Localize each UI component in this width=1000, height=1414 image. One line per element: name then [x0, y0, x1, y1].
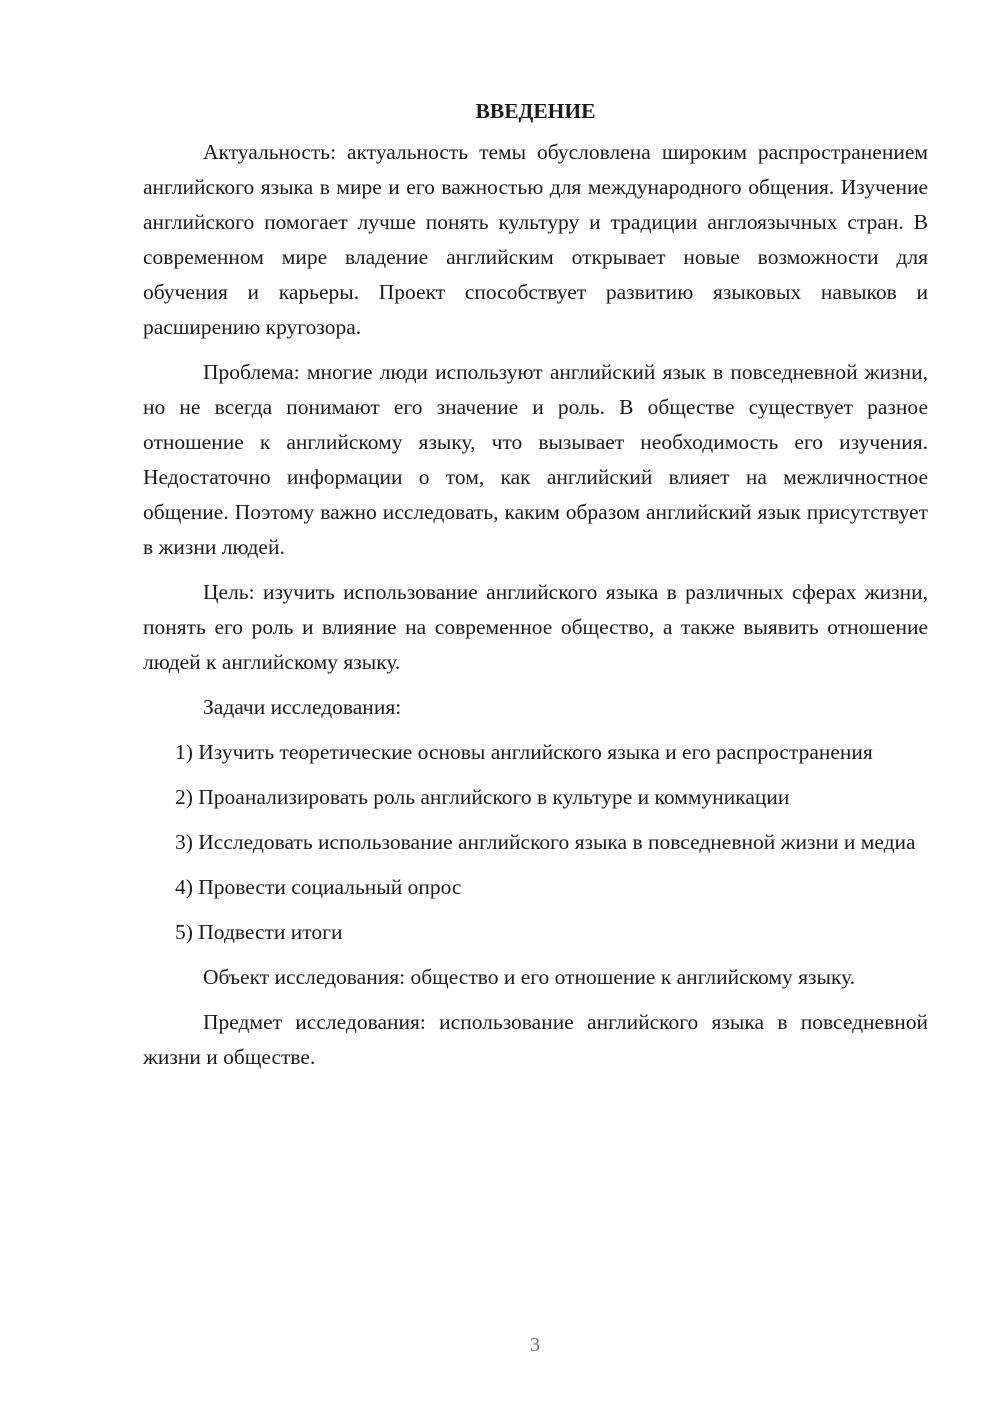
paragraph-object: Объект исследования: общество и его отношение к английскому языку.	[203, 965, 856, 989]
task-item-5: 5) Подвести итоги	[175, 920, 343, 944]
paragraph-relevance: Актуальность: актуальность темы обусловлена широким распространением английского языка в мире и его важностью для международного общения. Изучение английского помогает лучше понять культуру и традиции англоязычных стран. В современном мире владение английским открывает новые возможности для обучения и карьеры. Проект способствует развитию языковых навыков и расширению кругозора.	[143, 140, 928, 339]
task-item-1: 1) Изучить теоретические основы английского языка и его распространения	[175, 740, 873, 764]
task-item-3: 3) Исследовать использование английского языка в повседневной жизни и медиа	[175, 830, 916, 854]
page-content	[143, 97, 928, 1085]
task-item-4: 4) Провести социальный опрос	[175, 875, 462, 899]
page-number: 3	[530, 1334, 540, 1356]
paragraph-tasks-heading: Задачи исследования:	[203, 695, 402, 719]
paragraph-subject: Предмет исследования: использование английского языка в повседневной жизни и обществе.	[143, 1010, 928, 1069]
paragraph-problem: Проблема: многие люди используют английский язык в повседневной жизни, но не всегда понимают его значение и роль. В обществе существует разное отношение к английскому языку, что вызывает необходимость его изучения. Недостаточно информации о том, как английский влияет на межличностное общение. Поэтому важно исследовать, каким образом английский язык присутствует в жизни людей.	[143, 360, 928, 559]
paragraph-goal: Цель: изучить использование английского языка в различных сферах жизни, понять его роль и влияние на современное общество, а также выявить отношение людей к английскому языку.	[143, 580, 928, 674]
section-title: ВВЕДЕНИЕ	[475, 99, 596, 123]
task-item-2: 2) Проанализировать роль английского в культуре и коммуникации	[175, 785, 790, 809]
